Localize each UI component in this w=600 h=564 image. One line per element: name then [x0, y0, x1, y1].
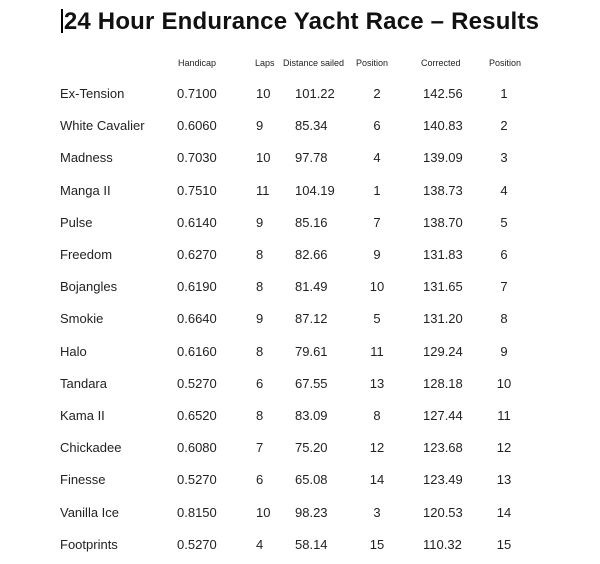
cell-position: 8	[373, 408, 381, 423]
cell-position: 4	[373, 150, 381, 165]
cell-laps: 7	[256, 440, 264, 455]
cell-laps: 10	[256, 86, 271, 101]
cell-name: Smokie	[60, 311, 104, 326]
cell-name: Tandara	[60, 376, 107, 391]
cell-laps: 10	[256, 150, 271, 165]
cell-distance-sailed: 79.61	[295, 344, 328, 359]
cell-position: 13	[369, 376, 385, 391]
cell-laps: 4	[256, 537, 264, 552]
cell-handicap: 0.5270	[177, 376, 217, 391]
cell-name: Chickadee	[60, 440, 122, 455]
cell-distance-sailed: 97.78	[295, 150, 328, 165]
cell-position: 3	[373, 505, 381, 520]
header-corrected: Corrected	[421, 58, 461, 68]
cell-corrected: 127.44	[423, 408, 463, 423]
cell-position: 15	[369, 537, 385, 552]
cell-handicap: 0.5270	[177, 537, 217, 552]
cell-position: 11	[370, 344, 384, 359]
cell-name: Halo	[60, 344, 87, 359]
cell-laps: 10	[256, 505, 271, 520]
cell-handicap: 0.6160	[177, 344, 217, 359]
cell-laps: 8	[256, 408, 264, 423]
cell-handicap: 0.8150	[177, 505, 217, 520]
cell-name: Finesse	[60, 472, 106, 487]
cell-corrected: 138.73	[423, 183, 463, 198]
cell-handicap: 0.6640	[177, 311, 217, 326]
cell-laps: 9	[256, 311, 264, 326]
cell-handicap: 0.7100	[177, 86, 217, 101]
cell-handicap: 0.7030	[177, 150, 217, 165]
cell-distance-sailed: 85.34	[295, 118, 328, 133]
cell-corrected: 138.70	[423, 215, 463, 230]
cell-distance-sailed: 98.23	[295, 505, 328, 520]
cell-final-position: 3	[500, 150, 508, 165]
cell-handicap: 0.6060	[177, 118, 217, 133]
cell-final-position: 4	[500, 183, 508, 198]
cell-name: White Cavalier	[60, 118, 145, 133]
cell-name: Madness	[60, 150, 113, 165]
cell-final-position: 1	[500, 86, 508, 101]
cell-laps: 9	[256, 118, 264, 133]
cell-corrected: 140.83	[423, 118, 463, 133]
cell-final-position: 8	[500, 311, 508, 326]
cell-distance-sailed: 75.20	[295, 440, 328, 455]
cell-position: 1	[373, 183, 381, 198]
cell-distance-sailed: 67.55	[295, 376, 328, 391]
cell-distance-sailed: 104.19	[295, 183, 335, 198]
header-final-position: Position	[489, 58, 522, 68]
cell-corrected: 120.53	[423, 505, 463, 520]
cell-handicap: 0.7510	[177, 183, 217, 198]
cell-distance-sailed: 81.49	[295, 279, 328, 294]
cell-name: Pulse	[60, 215, 93, 230]
cell-corrected: 131.83	[423, 247, 463, 262]
cell-handicap: 0.6520	[177, 408, 217, 423]
cell-final-position: 5	[500, 215, 508, 230]
header-position: Position	[356, 58, 389, 68]
cell-corrected: 131.65	[423, 279, 463, 294]
cell-final-position: 7	[500, 279, 508, 294]
cell-handicap: 0.6270	[177, 247, 217, 262]
cell-laps: 6	[256, 472, 264, 487]
cell-laps: 11	[256, 183, 270, 198]
cell-name: Footprints	[60, 537, 118, 552]
cell-name: Kama II	[60, 408, 105, 423]
cell-name: Ex-Tension	[60, 86, 125, 101]
cell-name: Manga II	[60, 183, 111, 198]
cell-handicap: 0.5270	[177, 472, 217, 487]
cell-distance-sailed: 85.16	[295, 215, 328, 230]
cell-position: 5	[373, 311, 381, 326]
cell-position: 9	[373, 247, 381, 262]
cell-distance-sailed: 87.12	[295, 311, 328, 326]
header-laps: Laps	[255, 58, 275, 68]
cell-laps: 9	[256, 215, 264, 230]
cell-final-position: 14	[496, 505, 512, 520]
cell-corrected: 129.24	[423, 344, 463, 359]
cell-corrected: 123.49	[423, 472, 463, 487]
cell-handicap: 0.6190	[177, 279, 217, 294]
cell-corrected: 142.56	[423, 86, 463, 101]
cell-distance-sailed: 82.66	[295, 247, 328, 262]
cell-name: Freedom	[60, 247, 113, 262]
header-distance-sailed: Distance sailed	[283, 58, 345, 68]
cell-final-position: 2	[500, 118, 508, 133]
cell-laps: 8	[256, 279, 264, 294]
cell-handicap: 0.6140	[177, 215, 217, 230]
cell-laps: 8	[256, 247, 264, 262]
cell-position: 10	[369, 279, 385, 294]
cell-final-position: 13	[496, 472, 512, 487]
cell-corrected: 139.09	[423, 150, 463, 165]
header-handicap: Handicap	[178, 58, 217, 68]
cell-corrected: 128.18	[423, 376, 463, 391]
cell-final-position: 10	[496, 376, 512, 391]
cell-corrected: 110.32	[423, 537, 462, 552]
cell-name: Bojangles	[60, 279, 118, 294]
cell-position: 7	[373, 215, 381, 230]
cell-handicap: 0.6080	[177, 440, 217, 455]
cell-corrected: 123.68	[423, 440, 463, 455]
cell-position: 14	[369, 472, 385, 487]
cell-laps: 8	[256, 344, 264, 359]
cell-distance-sailed: 101.22	[295, 86, 335, 101]
cell-final-position: 6	[500, 247, 508, 262]
cell-position: 6	[373, 118, 381, 133]
page-title-text: 24 Hour Endurance Yacht Race – Results	[63, 8, 540, 35]
cell-final-position: 9	[500, 344, 508, 359]
cell-final-position: 12	[496, 440, 512, 455]
cell-position: 2	[373, 86, 381, 101]
cell-laps: 6	[256, 376, 264, 391]
cell-name: Vanilla Ice	[60, 505, 120, 520]
cell-distance-sailed: 58.14	[295, 537, 328, 552]
cell-position: 12	[369, 440, 385, 455]
cell-corrected: 131.20	[423, 311, 463, 326]
cell-final-position: 15	[496, 537, 512, 552]
cell-final-position: 11	[497, 408, 511, 423]
cell-distance-sailed: 65.08	[295, 472, 328, 487]
cell-distance-sailed: 83.09	[295, 408, 328, 423]
